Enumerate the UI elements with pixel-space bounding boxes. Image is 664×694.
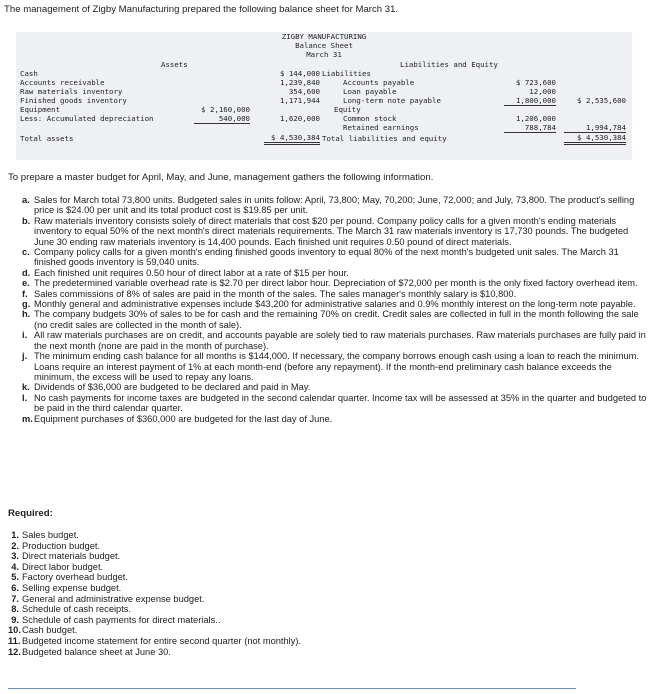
item-text: No cash payments for income taxes are budgeted in the second calendar quarter. Income tax will be assessed at 35% in the quarter and budgeted to be paid in the third calendar quarter.	[34, 392, 647, 414]
raw-materials-value: 354,600	[288, 87, 320, 96]
item-letter: d.	[22, 267, 31, 278]
item-text: Raw materials inventory consists solely of direct materials that cost $20 per pound. Company policy calls for a given month's ending materials inventory to equal 50% of the next month's direct materials requirements. The March 31 raw materials inventory is 17,730 pounds. The budgeted June 30 ending raw materials inventory is 14,400 pounds. Each finished unit requires 0.50 pound of direct materials.	[34, 215, 629, 247]
item-text: Each finished unit requires 0.50 hour of direct labor at a rate of $15 per hour.	[34, 267, 349, 278]
statement-date: March 31	[306, 50, 342, 59]
balance-sheet	[16, 32, 632, 160]
list-item	[22, 393, 648, 414]
item-text: The minimum ending cash balance for all months is $144,000. If necessary, the company borrows enough cash using a loan to reach the minimum. Loans require an interest payment of 1% at each month-end (before any repayment). If the month-end preliminary cash balance exceeds the minimum, the excess will be used to repay any loans.	[34, 351, 639, 382]
item-text: Sales for March total 73,800 units. Budgeted sales in units follow: April, 73,800; May, 70,200; June, 72,000; and July, 73,800. The product's selling price is $24.00 per unit and its total product cost is $19.85 per unit.	[34, 195, 635, 216]
accounts-receivable-label: Accounts receivable	[20, 78, 105, 87]
required-number: 8.	[11, 604, 19, 615]
list-item	[8, 562, 301, 573]
required-number: 1.	[11, 530, 19, 540]
total-assets-label: Total assets	[20, 134, 74, 143]
required-number: 3.	[11, 551, 19, 562]
list-item	[22, 278, 648, 288]
loan-payable-label: Loan payable	[343, 87, 397, 96]
item-letter: e.	[22, 278, 30, 289]
retained-earnings-label: Retained earnings	[343, 123, 419, 132]
company-name: ZIGBY MANUFACTURING	[281, 32, 367, 41]
info-list	[22, 195, 648, 424]
common-stock-label: Common stock	[343, 114, 397, 123]
accounts-receivable-value: 1,239,840	[279, 78, 320, 87]
accounts-payable-value: $ 723,600	[515, 78, 556, 87]
list-item	[22, 309, 648, 330]
required-heading: Required:	[8, 508, 53, 519]
common-stock-value: 1,206,000	[515, 114, 556, 123]
required-text: Sales budget.	[22, 530, 79, 540]
long-term-note-value: 1,800,000	[504, 96, 556, 106]
list-item	[8, 594, 301, 605]
required-number: 5.	[11, 572, 19, 583]
total-liabilities-equity-label: Total liabilities and equity	[322, 134, 447, 143]
item-letter: m.	[22, 413, 33, 424]
equity-label: Equity	[334, 105, 361, 114]
required-text: Production budget.	[22, 540, 101, 551]
equipment-label: Equipment	[20, 105, 61, 114]
cash-label: Cash	[20, 69, 38, 78]
required-number: 12.	[8, 646, 21, 657]
item-letter: h.	[22, 309, 31, 320]
list-item	[8, 647, 301, 658]
list-item	[8, 530, 301, 541]
list-item	[8, 541, 301, 552]
list-item	[8, 551, 301, 562]
accumulated-depreciation-label: Less: Accumulated depreciation	[20, 114, 154, 123]
required-number: 11.	[8, 635, 21, 646]
finished-goods-label: Finished goods inventory	[20, 96, 127, 105]
required-text: Schedule of cash payments for direct materials..	[22, 614, 221, 625]
required-text: Direct labor budget.	[22, 561, 104, 572]
list-item	[22, 330, 648, 351]
total-assets-value: $ 4,530,384	[264, 134, 320, 145]
required-number: 9.	[11, 614, 19, 625]
required-number: 2.	[11, 540, 19, 551]
statement-title: Balance Sheet	[295, 41, 353, 50]
required-number: 6.	[11, 582, 19, 593]
list-item	[8, 583, 301, 594]
loan-payable-value: 12,000	[529, 87, 556, 96]
item-text: Sales commissions of 8% of sales are paid in the month of the sales. The sales manager's monthly salary is $10,800.	[34, 288, 517, 299]
retained-earnings-value: 788,784	[504, 123, 556, 133]
required-text: Cash budget.	[22, 625, 78, 636]
item-text: Equipment purchases of $360,000 are budgeted for the last day of June.	[34, 413, 333, 424]
required-number: 7.	[11, 593, 19, 604]
list-item	[22, 268, 648, 278]
required-text: Selling expense budget.	[22, 582, 122, 593]
required-text: Direct materials budget.	[22, 551, 121, 562]
required-text: Budgeted balance sheet at June 30.	[22, 646, 171, 657]
total-liabilities-equity-value: $ 4,530,384	[564, 134, 626, 145]
accounts-payable-label: Accounts payable	[343, 78, 415, 87]
required-list	[8, 530, 301, 657]
finished-goods-value: 1,171,944	[279, 96, 320, 105]
accumulated-depreciation-value: 540,000	[194, 114, 250, 124]
intro-text: The management of Zigby Manufacturing prepared the following balance sheet for March 31.	[4, 4, 399, 15]
equipment-net-value: 1,620,000	[279, 114, 320, 123]
item-text: The predetermined variable overhead rate is $2.70 per direct labor hour. Depreciation of $72,000 per month is the only fixed factory overhead item.	[34, 278, 638, 289]
list-item	[8, 625, 301, 636]
item-text: All raw materials purchases are on credit, and accounts payable are solely tied to raw materials purchases. Raw materials purchases are fully paid in the next month (none are paid in the month of purchase).	[34, 330, 646, 351]
item-text: Company policy calls for a given month's ending finished goods inventory to equal 80% of the next month's budgeted unit sales. The March 31 finished goods inventory is 59,040 units.	[34, 247, 619, 268]
item-letter: f.	[22, 288, 28, 299]
required-text: General and administrative expense budget.	[22, 593, 205, 604]
liabilities-label: Liabilities	[322, 69, 371, 78]
prep-text: To prepare a master budget for April, May, and June, management gathers the following information.	[8, 172, 434, 183]
total-equity-value: 1,994,784	[564, 123, 626, 133]
item-letter: c.	[22, 247, 30, 258]
required-number: 10.	[8, 625, 21, 636]
equipment-value: $ 2,160,000	[201, 105, 250, 114]
item-letter: k.	[22, 382, 30, 393]
liabilities-equity-header: Liabilities and Equity	[400, 60, 498, 69]
item-letter: l.	[22, 392, 28, 403]
item-text: Monthly general and administrative expenses include $43,200 for administrative salaries and 0.9% monthly interest on the long-term note payable.	[34, 299, 636, 310]
required-text: Schedule of cash receipts.	[22, 604, 132, 615]
bottom-divider	[8, 688, 576, 689]
required-text: Budgeted income statement for entire second quarter (not monthly).	[22, 635, 302, 646]
list-item	[8, 572, 301, 583]
cash-value: $ 144,000	[279, 69, 320, 78]
list-item	[22, 216, 648, 247]
long-term-note-label: Long-term note payable	[343, 96, 441, 105]
list-item	[22, 195, 648, 216]
item-letter: a.	[22, 195, 30, 205]
list-item	[22, 382, 648, 392]
required-text: Factory overhead budget.	[22, 572, 128, 583]
item-letter: j.	[22, 351, 28, 362]
item-letter: b.	[22, 215, 31, 226]
list-item	[8, 604, 301, 615]
list-item	[22, 351, 648, 382]
total-liabilities-value: $ 2,535,600	[577, 96, 626, 105]
item-letter: i.	[22, 330, 28, 341]
list-item	[22, 414, 648, 424]
list-item	[8, 615, 301, 626]
item-text: The company budgets 30% of sales to be for cash and the remaining 70% on credit. Credit sales are collected in full in the month following the sale (no credit sales are collected in the month of sale).	[34, 309, 639, 330]
list-item	[22, 299, 648, 309]
raw-materials-label: Raw materials inventory	[20, 87, 123, 96]
item-letter: g.	[22, 299, 31, 310]
item-text: Dividends of $36,000 are budgeted to be declared and paid in May.	[34, 382, 311, 393]
list-item	[22, 247, 648, 268]
list-item	[22, 289, 648, 299]
list-item	[8, 636, 301, 647]
assets-header: Assets	[161, 60, 188, 69]
required-number: 4.	[11, 561, 19, 572]
